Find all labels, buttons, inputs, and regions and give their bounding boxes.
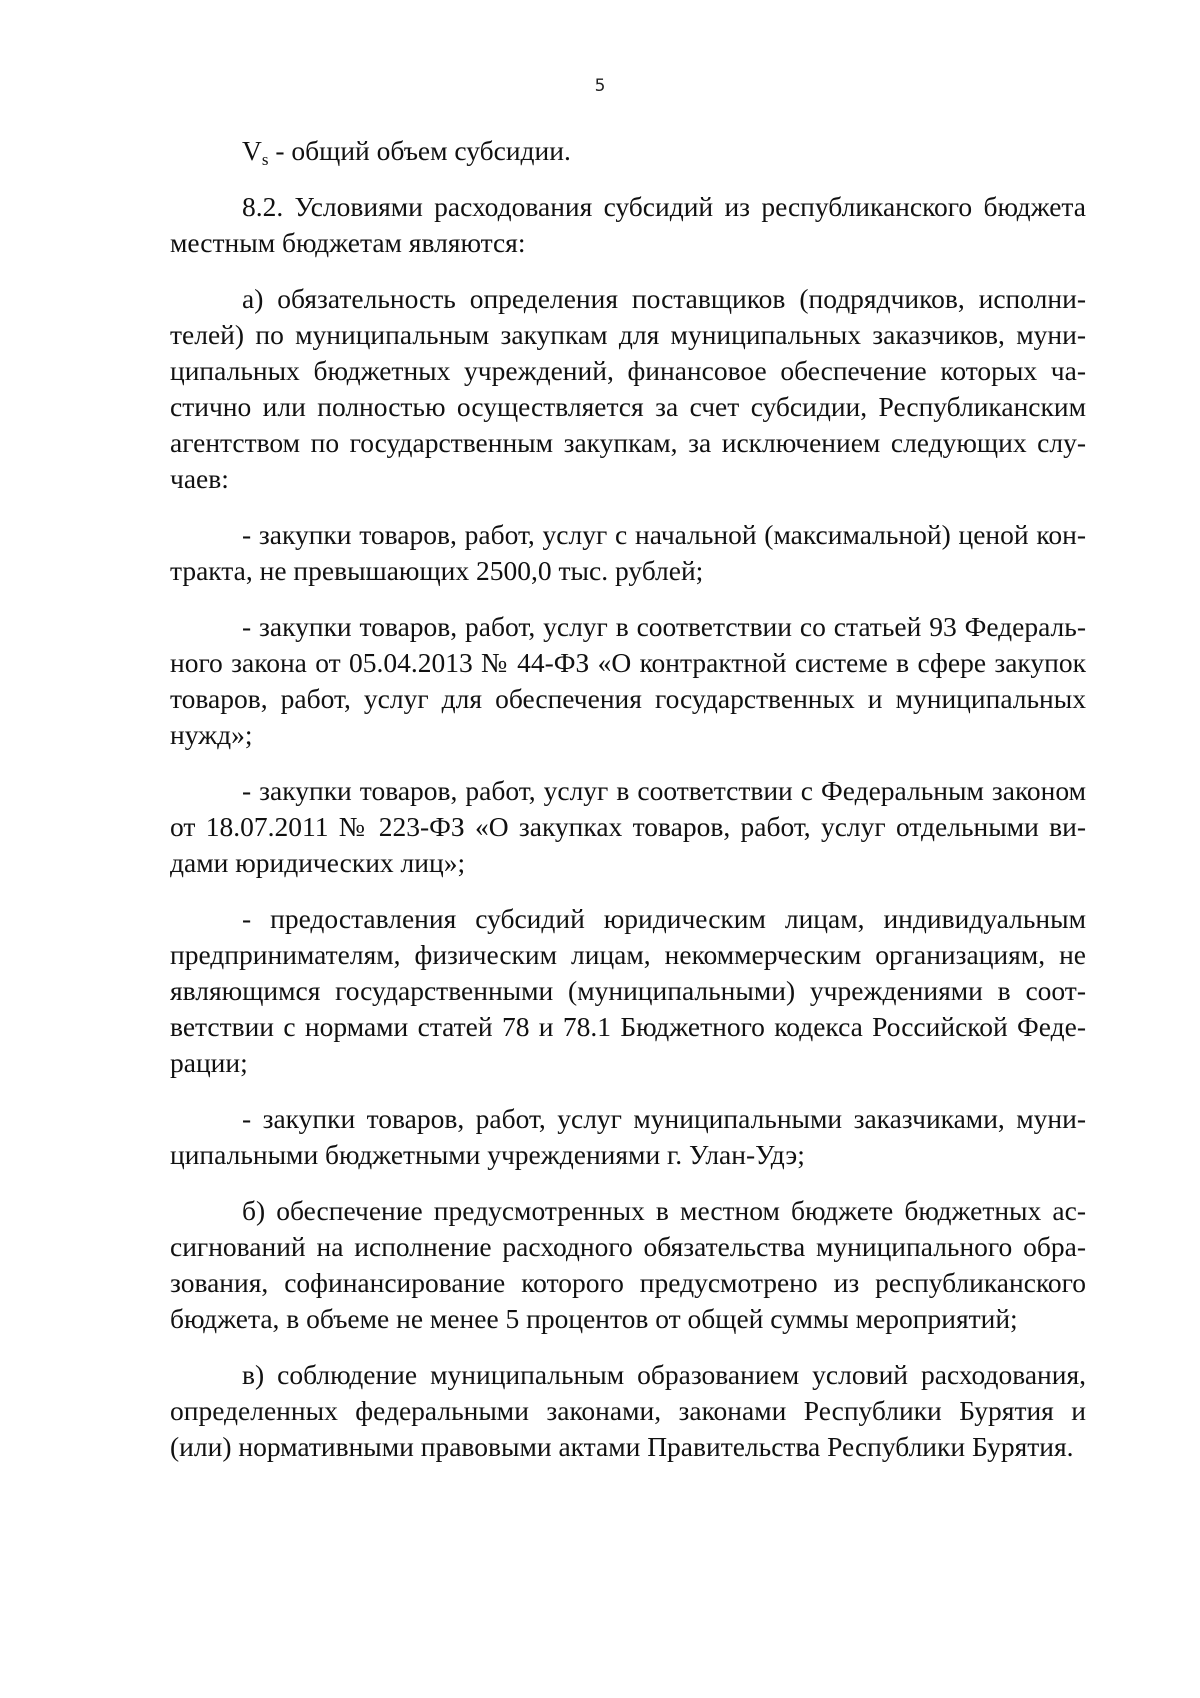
exception-item: - закупки товаров, работ, услуг муниципальными заказчиками, муниципальными бюджетными учреждениями г. Улан-Удэ;	[170, 1103, 1086, 1170]
paragraph-v: в) соблюдение муниципальным образованием условий расходования, определенных федеральными законами, законами Республики Бурятия и (или) нормативными правовыми актами Правительства Республики Бурятия.	[170, 1359, 1086, 1462]
definition-text: - общий объем субсидии.	[268, 135, 571, 166]
exception-item: - закупки товаров, работ, услуг в соответствии с Федеральным законом от 18.07.2011 № 223-ФЗ «О закупках товаров, работ, услуг отдельными видами юридических лиц»;	[170, 775, 1086, 878]
paragraph-b: б) обеспечение предусмотренных в местном бюджете бюджетных ассигнований на исполнение расходного обязательства муниципального образования, софинансирование которого предусмотрено из республиканского бюджета, в объеме не менее 5 процентов от общей суммы мероприятий;	[170, 1195, 1086, 1334]
definition-symbol: V	[242, 135, 262, 166]
page-number: 5	[594, 76, 606, 96]
exception-item: - закупки товаров, работ, услуг с начальной (максимальной) ценой контракта, не превышающих 2500,0 тыс. рублей;	[170, 519, 1086, 586]
definition-symbol-subscript: s	[261, 150, 269, 169]
exception-item: - закупки товаров, работ, услуг в соответствии со статьей 93 Федерального закона от 05.04.2013 № 44-ФЗ «О контрактной системе в сфере закупок товаров, работ, услуг для обеспечения государственных и муниципальных нужд»;	[170, 611, 1086, 750]
document-body	[170, 133, 1086, 1485]
paragraph-8-2: 8.2. Условиями расходования субсидий из республиканского бюджета местным бюджетам являются:	[170, 191, 1086, 258]
definition-line	[170, 133, 1086, 169]
exception-item: - предоставления субсидий юридическим лицам, индивидуальным предпринимателям, физическим лицам, некоммерческим организациям, не являющимся государственными (муниципальными) учреждениями в соответствии с нормами статей 78 и 78.1 Бюджетного кодекса Российской Федерации;	[170, 903, 1086, 1078]
paragraph-a: а) обязательность определения поставщиков (подрядчиков, исполнителей) по муниципальным закупкам для муниципальных заказчиков, муниципальных бюджетных учреждений, финансовое обеспечение которых частично или полностью осуществляется за счет субсидии, Республиканским агентством по государственным закупкам, за исключением следующих случаев:	[170, 283, 1086, 494]
